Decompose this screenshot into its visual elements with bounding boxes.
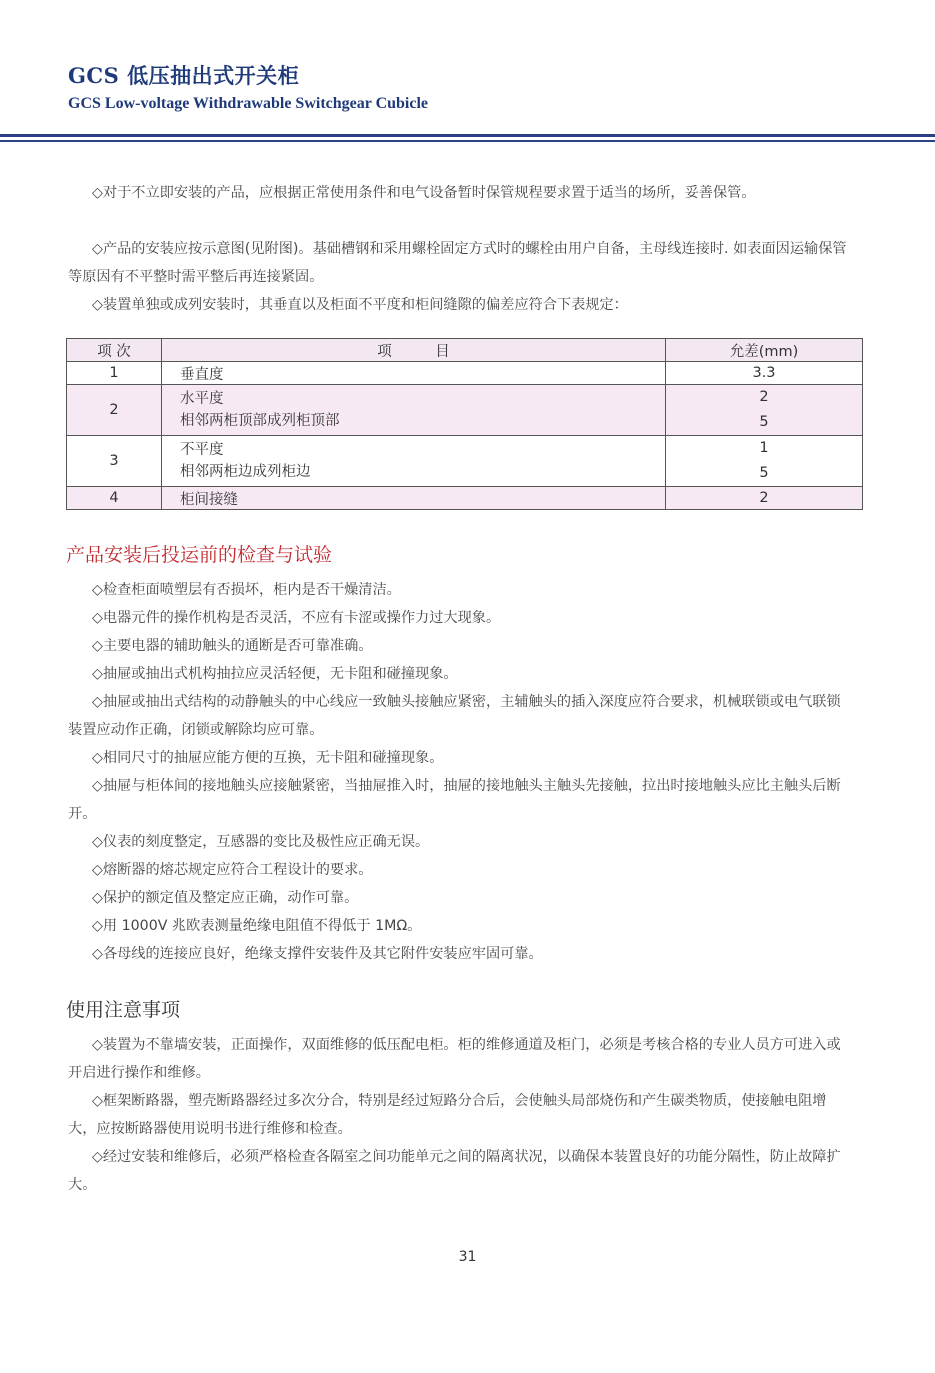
inspection-item: ◇电器元件的操作机构是否灵活，不应有卡涩或操作力过大现象。	[92, 610, 501, 626]
row-item	[162, 385, 666, 436]
row-item-line: 不平度	[180, 442, 224, 458]
section-heading-inspection: 产品安装后投运前的检查与试验	[66, 544, 333, 566]
inspection-item: ◇相同尺寸的抽屉应能方便的互换，无卡阻和碰撞现象。	[92, 750, 444, 766]
inspection-item: ◇仪表的刻度整定，互感器的变比及极性应正确无误。	[92, 834, 430, 850]
row-tolerance	[666, 436, 863, 487]
row-tolerance-line: 5	[759, 414, 769, 430]
row-no: 3	[67, 436, 162, 487]
row-item-line: 相邻两柜边成列柜边	[180, 464, 311, 480]
intro-paragraph: ◇装置单独或成列安装时，其垂直以及柜面不平度和柜间缝隙的偏差应符合下表规定：	[92, 297, 628, 313]
table-row	[67, 385, 863, 436]
inspection-item: ◇用 1000V 兆欧表测量绝缘电阻值不得低于 1MΩ。	[92, 918, 422, 934]
row-no: 4	[67, 487, 162, 510]
row-item-line: 相邻两柜顶部成列柜顶部	[180, 413, 340, 429]
row-tolerance-line: 1	[759, 440, 769, 456]
table-row	[67, 436, 863, 487]
inspection-item: ◇熔断器的熔芯规定应符合工程设计的要求。	[92, 862, 373, 878]
row-no: 1	[67, 362, 162, 385]
row-no: 2	[67, 385, 162, 436]
header-tolerance: 允差(mm)	[666, 339, 863, 362]
row-item	[162, 436, 666, 487]
page-header	[68, 60, 428, 113]
inspection-item: ◇抽屉或抽出式机构抽拉应灵活轻便，无卡阻和碰撞现象。	[92, 666, 458, 682]
header-title-cn: GCS 低压抽出式开关柜	[68, 63, 300, 88]
row-tolerance-line: 5	[759, 465, 769, 481]
section-heading-usage: 使用注意事项	[66, 999, 181, 1021]
usage-item: ◇经过安装和维修后，必须严格检查各隔室之间功能单元之间的隔离状况，以确保本装置良好的功能分隔性，防止故障扩大。	[68, 1149, 841, 1193]
inspection-item: ◇检查柜面喷塑层有否损坏，柜内是否干燥清洁。	[92, 582, 401, 598]
header-rule-thin	[0, 140, 935, 142]
row-tolerance	[666, 385, 863, 436]
header-rule-thick	[0, 134, 935, 137]
table-row	[67, 362, 863, 385]
table-row	[67, 487, 863, 510]
inspection-item: ◇主要电器的辅助触头的通断是否可靠准确。	[92, 638, 373, 654]
tolerance-table	[66, 338, 863, 510]
row-tolerance: 2	[666, 487, 863, 510]
inspection-item: ◇抽屉或抽出式结构的动静触头的中心线应一致触头接触应紧密，主辅触头的插入深度应符合要求，机械联锁或电气联锁装置应动作正确，闭锁或解除均应可靠。	[68, 694, 841, 738]
header-item: 项 目	[162, 339, 666, 362]
row-item: 垂直度	[162, 362, 666, 385]
row-item: 柜间接缝	[162, 487, 666, 510]
row-tolerance: 3.3	[666, 362, 863, 385]
row-item-line: 水平度	[180, 391, 224, 407]
page-number: 31	[458, 1249, 477, 1265]
table-header-row	[67, 339, 863, 362]
header-no: 项 次	[67, 339, 162, 362]
row-tolerance-line: 2	[759, 389, 769, 405]
header-title-en: GCS Low-voltage Withdrawable Switchgear Cubicle	[68, 95, 429, 112]
usage-item: ◇框架断路器，塑壳断路器经过多次分合，特别是经过短路分合后，会使触头局部烧伤和产生碳类物质，使接触电阻增大，应按断路器使用说明书进行维修和检查。	[68, 1093, 827, 1137]
intro-paragraph: ◇对于不立即安装的产品，应根据正常使用条件和电气设备暂时保管规程要求置于适当的场所，妥善保管。	[92, 185, 756, 201]
usage-item: ◇装置为不靠墙安装，正面操作，双面维修的低压配电柜。柜的维修通道及柜门，必须是考核合格的专业人员方可进入或开启进行操作和维修。	[68, 1037, 841, 1081]
intro-paragraph: ◇产品的安装应按示意图(见附图)。基础槽钢和采用螺栓固定方式时的螺栓由用户自备，主母线连接时. 如表面因运输保管等原因有不平整时需平整后再连接紧固。	[68, 241, 847, 285]
inspection-item: ◇保护的额定值及整定应正确，动作可靠。	[92, 890, 359, 906]
inspection-item: ◇各母线的连接应良好，绝缘支撑件安装件及其它附件安装应牢固可靠。	[92, 946, 543, 962]
inspection-item: ◇抽屉与柜体间的接地触头应接触紧密，当抽屉推入时，抽屉的接地触头主触头先接触，拉出时接地触头应比主触头后断开。	[68, 778, 841, 822]
